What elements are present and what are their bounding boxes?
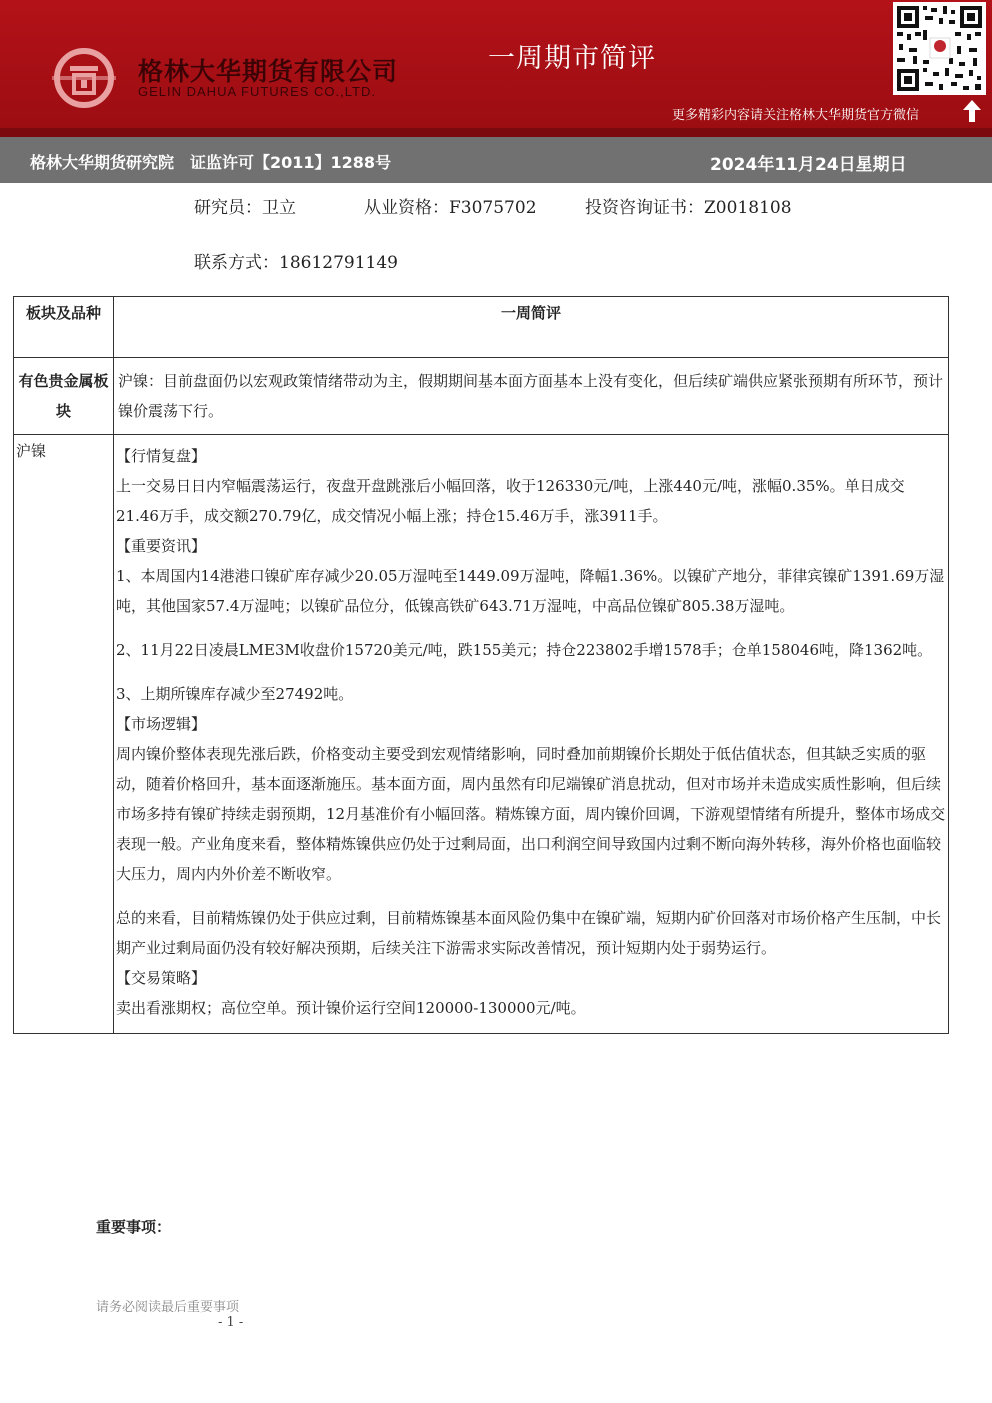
logic-paragraph-2: 总的来看，目前精炼镍仍处于供应过剩，目前精炼镍基本面风险仍集中在镍矿端，短期内矿价回落对市场价格产生压制，中长期产业过剩局面仍没有较好解决预期，后续关注下游需求实际改善情况，预计短期内处于弱势运行。 (116, 909, 942, 957)
report-date: 2024年11月24日星期日 (710, 155, 907, 175)
institute-license: 格林大华期货研究院 证监许可【2011】1288号 (30, 153, 392, 172)
news-item-1: 1、本周国内14港港口镍矿库存减少20.05万湿吨至1449.09万湿吨，降幅1.36%。以镍矿产地分，菲律宾镍矿1391.69万湿吨，其他国家57.4万湿吨；以镍矿品位分，低镍高铁矿643.71万湿吨，中高品位镍矿805.38万湿吨。 (116, 567, 945, 615)
wechat-follow-note: 更多精彩内容请关注格林大华期货官方微信 (672, 108, 920, 123)
table-row (14, 358, 949, 435)
news-item-3: 3、上期所镍库存减少至27492吨。 (116, 685, 354, 703)
logo-icon (50, 48, 118, 108)
news-title: 【重要资讯】 (116, 537, 207, 555)
researcher-certificate: 投资咨询证书：Z0018108 (585, 198, 792, 218)
table-row (14, 435, 949, 1034)
company-name-en: GELIN DAHUA FUTURES CO.,LTD. (138, 84, 376, 99)
banner-bottom-stripe (0, 128, 992, 137)
review-table (13, 296, 949, 1034)
variety-name: 沪镍 (14, 435, 114, 1034)
sector-name: 有色贵金属板块 (14, 358, 114, 435)
col-header-sector: 板块及品种 (14, 297, 114, 358)
important-notice-heading: 重要事项： (96, 1218, 172, 1236)
arrow-up-icon (962, 99, 982, 123)
page-number: - 1 - (218, 1315, 244, 1330)
logic-title: 【市场逻辑】 (116, 715, 207, 733)
variety-detail (114, 435, 949, 1034)
sector-summary: 沪镍：目前盘面仍以宏观政策情绪带动为主，假期期间基本面方面基本上没有变化，但后续矿端供应紧张预期有所环节，预计镍价震荡下行。 (114, 358, 949, 435)
qr-code-icon (893, 2, 986, 95)
review-text: 上一交易日日内窄幅震荡运行，夜盘开盘跳涨后小幅回落，收于126330元/吨，上涨440元/吨，涨幅0.35%。单日成交21.46万手，成交额270.79亿，成交情况小幅上涨；持仓15.46万手，涨3911手。 (116, 477, 905, 525)
researcher-contact: 联系方式：18612791149 (194, 253, 398, 273)
company-name-cn: 格林大华期货有限公司 (138, 57, 399, 86)
news-item-2: 2、11月22日凌晨LME3M收盘价15720美元/吨，跌155美元；持仓223802手增1578手；仓单158046吨，降1362吨。 (116, 641, 933, 659)
footer-notice: 请务必阅读最后重要事项 (96, 1300, 240, 1315)
report-title: 一周期市简评 (488, 43, 656, 74)
researcher-name: 研究员：卫立 (194, 198, 296, 218)
strategy-title: 【交易策略】 (116, 969, 207, 987)
researcher-qualification: 从业资格：F3075702 (364, 198, 537, 218)
review-title: 【行情复盘】 (116, 447, 207, 465)
strategy-text: 卖出看涨期权；高位空单。预计镍价运行空间120000-130000元/吨。 (116, 999, 586, 1017)
logic-paragraph-1: 周内镍价整体表现先涨后跌，价格变动主要受到宏观情绪影响，同时叠加前期镍价长期处于低估值状态，但其缺乏实质的驱动，随着价格回升，基本面逐渐施压。基本面方面，周内虽然有印尼端镍矿消息扰动，但对市场并未造成实质性影响，但后续市场多持有镍矿持续走弱预期，12月基准价有小幅回落。精炼镍方面，周内镍价回调，下游观望情绪有所提升，整体市场成交表现一般。产业角度来看，整体精炼镍供应仍处于过剩局面，出口利润空间导致国内过剩不断向海外转移，海外价格也面临较大压力，周内内外价差不断收窄。 (116, 745, 946, 883)
table-header-row (14, 297, 949, 358)
col-header-review: 一周简评 (114, 297, 949, 358)
